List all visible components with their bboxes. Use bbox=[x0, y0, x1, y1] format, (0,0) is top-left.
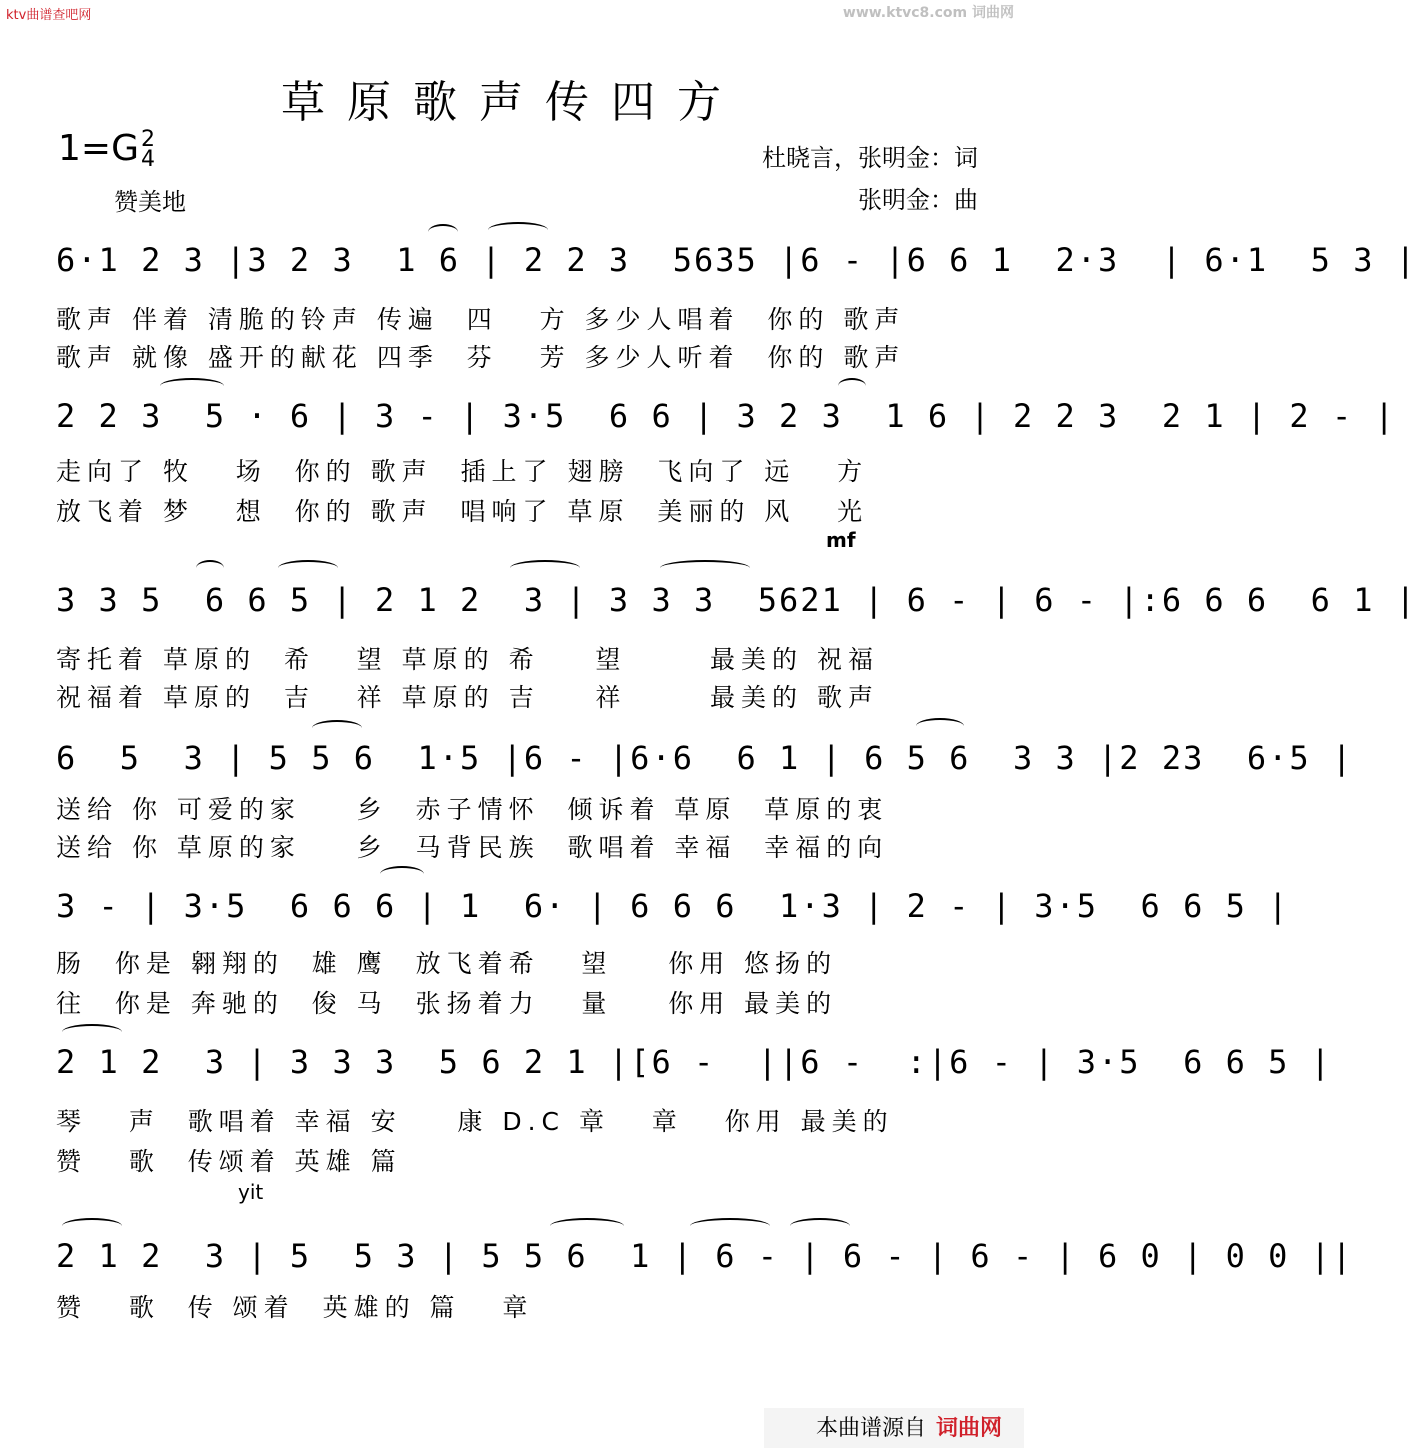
source-footer bbox=[816, 1411, 1002, 1442]
lyric-verse-2: 送给 你 草原的家 乡 马背民族 歌唱着 幸福 幸福的向 bbox=[56, 833, 889, 862]
lyric-verse-2: 歌声 就像 盛开的献花 四季 芬 芳 多少人听着 你的 歌声 bbox=[56, 343, 906, 372]
score-row-3 bbox=[0, 578, 1417, 728]
lyric-verse-1: 肠 你是 翱翔的 雄 鹰 放飞着希 望 你用 悠扬的 bbox=[56, 949, 838, 978]
notation-line: 2 1 2 3 | 5 5 3 | 5 5 6 1 | 6 - | 6 - | 6 - | 6 0 | 0 0 || bbox=[56, 1237, 1354, 1275]
notation-line: 3 - | 3·5 6 6 6 | 1 6· | 6 6 6 1·3 | 2 - | 3·5 6 6 5 | bbox=[56, 887, 1290, 925]
slur-mark bbox=[550, 1218, 624, 1234]
slur-mark bbox=[62, 1024, 122, 1040]
slur-mark bbox=[660, 560, 750, 576]
slur-mark bbox=[838, 378, 866, 394]
lyric-verse-1: 寄托着 草原的 希 望 草原的 希 望 最美的 祝福 bbox=[56, 645, 879, 674]
score-row-1 bbox=[0, 238, 1417, 388]
site-watermark-right: www.ktvc8.com 词曲网 bbox=[842, 5, 1014, 21]
score-row-6 bbox=[0, 1040, 1332, 1204]
slur-mark bbox=[510, 560, 580, 576]
notation-line: 2 1 2 3 | 3 3 3 5 6 2 1 |[6 - ||6 - :|6 - | 3·5 6 6 5 | bbox=[56, 1043, 1332, 1081]
lyric-verse-1: 琴 声 歌唱着 幸福 安 康 D.C 章 章 你用 最美的 bbox=[56, 1107, 894, 1136]
slur-mark bbox=[790, 1218, 850, 1234]
lyric-verse-1: 送给 你 可爱的家 乡 赤子情怀 倾诉着 草原 草原的衷 bbox=[56, 795, 889, 824]
lyric-verse-2: 放飞着 梦 想 你的 歌声 唱响了 草原 美丽的 风 光 bbox=[56, 497, 869, 526]
slur-mark bbox=[196, 560, 224, 576]
lyric-verse-1: 赞 歌 传 颂着 英雄的 篇 章 bbox=[56, 1293, 534, 1322]
time-bottom: 4 bbox=[140, 147, 155, 172]
slur-mark bbox=[160, 378, 224, 394]
dynamic-marking: mf bbox=[826, 528, 856, 552]
slur-mark bbox=[278, 560, 338, 576]
footer-label: 本曲谱源自 bbox=[815, 1416, 926, 1441]
time-signature bbox=[140, 127, 155, 172]
key-main: 1=G bbox=[58, 128, 139, 169]
slur-mark bbox=[690, 1218, 770, 1234]
slur-mark bbox=[488, 222, 548, 238]
lyric-verse-2: 赞 歌 传颂着 英雄 篇 bbox=[56, 1147, 402, 1176]
lyric-verse-2: 祝福着 草原的 吉 祥 草原的 吉 祥 最美的 歌声 bbox=[56, 683, 879, 712]
slur-mark bbox=[916, 718, 964, 734]
lyric-verse-1: 走向了 牧 场 你的 歌声 插上了 翅膀 飞向了 远 方 bbox=[56, 457, 869, 486]
lyric-verse-1: 歌声 伴着 清脆的铃声 传遍 四 方 多少人唱着 你的 歌声 bbox=[56, 305, 906, 334]
time-top: 2 bbox=[140, 127, 155, 152]
lyric-verse-2: 往 你是 奔驰的 俊 马 张扬着力 量 你用 最美的 bbox=[56, 989, 838, 1018]
key-signature bbox=[58, 128, 155, 170]
annotation-mark: yit bbox=[238, 1180, 264, 1204]
score-row-5 bbox=[0, 884, 1290, 1034]
site-watermark-left: ktv曲谱查吧网 bbox=[6, 8, 92, 23]
score-row-7 bbox=[0, 1234, 1354, 1384]
notation-line: 3 3 5 6 6 5 | 2 1 2 3 | 3 3 3 5621 | 6 - | 6 - |:6 6 6 6 1 | bbox=[56, 581, 1417, 619]
score-row-2 bbox=[0, 394, 1396, 552]
lyricist-credit: 杜晓言，张明金：词 bbox=[762, 144, 978, 172]
notation-line: 2 2 3 5 · 6 | 3 - | 3·5 6 6 | 3 2 3 1 6 | 2 2 3 2 1 | 2 - | bbox=[56, 397, 1396, 435]
song-title: 草原歌声传四方 bbox=[281, 77, 743, 128]
slur-mark bbox=[428, 224, 458, 240]
notation-line: 6 5 3 | 5 5 6 1·5 |6 - |6·6 6 1 | 6 5 6 3 3 |2 23 6·5 | bbox=[56, 739, 1354, 777]
score-row-4 bbox=[0, 736, 1354, 886]
slur-mark bbox=[380, 866, 424, 882]
composer-credit: 张明金：曲 bbox=[858, 186, 978, 214]
footer-brand[interactable]: 词曲网 bbox=[935, 1416, 1002, 1441]
tempo-marking: 赞美地 bbox=[114, 188, 186, 216]
notation-line: 6·1 2 3 |3 2 3 1 6 | 2 2 3 5635 |6 - |6 6 1 2·3 | 6·1 5 3 | bbox=[56, 241, 1417, 279]
slur-mark bbox=[312, 720, 362, 736]
slur-mark bbox=[62, 1218, 122, 1234]
